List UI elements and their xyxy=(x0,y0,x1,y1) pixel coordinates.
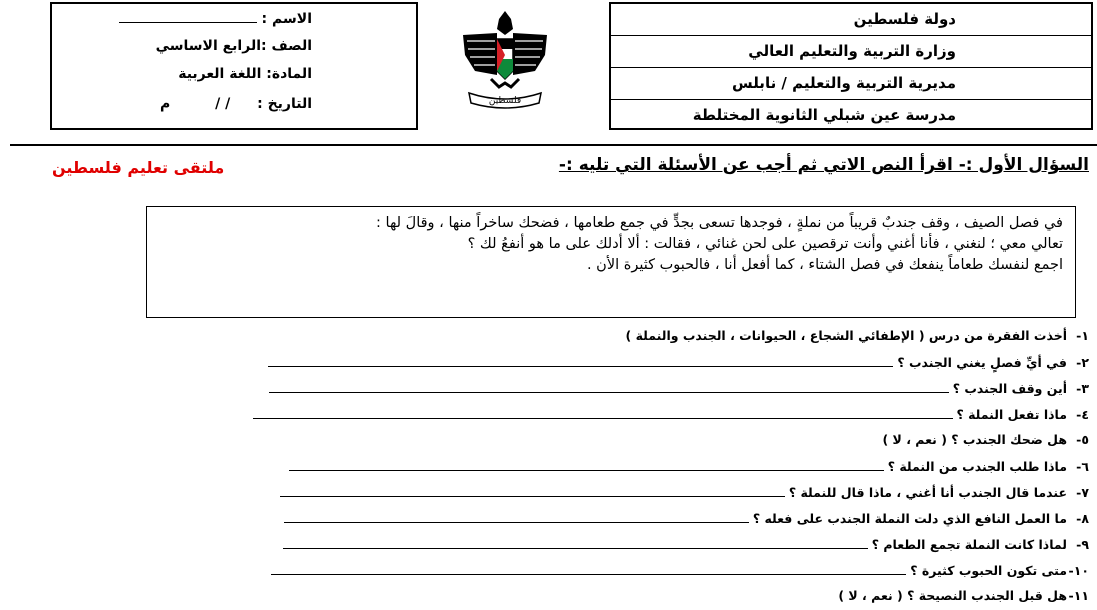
passage-line-1: في فصل الصيف ، وقف جندبٌ قريباً من نملةٍ ، فوجدها تسعى بجدٍّ في جمع طعامها ، فضحك ساخراً منها ، وقالَ لها : xyxy=(376,215,1063,231)
date-suffix: م xyxy=(159,96,171,112)
date-row xyxy=(160,96,312,112)
question-number: ٢- xyxy=(1076,355,1089,370)
question-text: ماذا طلب الجندب من النملة ؟ xyxy=(887,459,1067,474)
question-text: أخذت الفقرة من درس ( الإطفائي الشجاع ، الحيوانات ، الجندب والنملة ) xyxy=(625,328,1067,343)
answer-line[interactable] xyxy=(283,536,868,549)
question-8 xyxy=(284,510,1089,526)
answer-line[interactable] xyxy=(268,354,893,367)
question-number: ١١- xyxy=(1068,588,1089,603)
question-7 xyxy=(280,484,1089,500)
question-text: عندما قال الجندب أنا أغني ، ماذا قال للنملة ؟ xyxy=(788,485,1067,500)
question-3 xyxy=(269,380,1089,396)
question-number: ٨- xyxy=(1076,511,1089,526)
question-number: ٩- xyxy=(1076,537,1089,552)
answer-line[interactable] xyxy=(280,484,785,497)
question-9 xyxy=(283,536,1089,552)
question-number: ١- xyxy=(1076,328,1089,343)
question-text: ماذا تفعل النملة ؟ xyxy=(956,407,1067,422)
question-10 xyxy=(271,562,1089,578)
svg-text:فلسطين: فلسطين xyxy=(488,96,522,106)
date-field[interactable]: / / xyxy=(215,96,231,112)
question-6 xyxy=(289,458,1089,474)
answer-line[interactable] xyxy=(253,406,953,419)
subject-row: المادة: اللغة العربية xyxy=(178,66,312,82)
question-5 xyxy=(882,432,1089,447)
student-info-box xyxy=(50,2,418,130)
question-text: في أيِّ فصلٍ يغني الجندب ؟ xyxy=(897,355,1067,370)
question-2 xyxy=(268,354,1089,370)
question-text: هل قبل الجندب النصيحة ؟ ( نعم ، لا ) xyxy=(838,588,1067,603)
passage-line-3: اجمع لنفسك طعاماً ينفعك في فصل الشتاء ، كما أفعل أنا ، فالحبوب كثيرة الأن . xyxy=(586,257,1063,273)
question-number: ٦- xyxy=(1076,459,1089,474)
name-label: الاسم : xyxy=(256,11,312,27)
question-title: السؤال الأول :- اقرأ النص الاتي ثم أجب عن الأسئلة التي تليه :- xyxy=(558,155,1089,175)
question-number: ٣- xyxy=(1076,381,1089,396)
site-label: ملتقى تعليم فلسطين xyxy=(52,158,225,177)
question-4 xyxy=(253,406,1090,422)
question-number: ١٠- xyxy=(1068,563,1089,578)
header-line-state: دولة فلسطين xyxy=(611,4,1091,36)
answer-line[interactable] xyxy=(289,458,884,471)
header-line-directorate: مديرية التربية والتعليم / نابلس xyxy=(611,68,1091,100)
passage-line-2: تعالي معي ؛ لنغني ، فأنا أغني وأنت ترقصين على لحن غنائي ، فقالت : ألا أدلك على ما هو أنفعُ لك ؟ xyxy=(467,236,1063,252)
question-11 xyxy=(838,588,1089,603)
header-line-school: مدرسة عين شبلي الثانوية المختلطة xyxy=(692,106,956,124)
answer-line[interactable] xyxy=(271,562,906,575)
header-line-ministry: وزارة التربية والتعليم العالي xyxy=(611,36,1091,68)
question-1 xyxy=(626,328,1089,343)
answer-line[interactable] xyxy=(284,510,749,523)
header-divider xyxy=(10,144,1097,146)
question-text: هل ضحك الجندب ؟ ( نعم ، لا ) xyxy=(882,432,1067,447)
name-row xyxy=(119,10,312,27)
name-field[interactable] xyxy=(119,10,257,23)
question-number: ٥- xyxy=(1076,432,1089,447)
reading-passage xyxy=(146,206,1076,318)
question-text: ما العمل النافع الذي دلت النملة الجندب على فعله ؟ xyxy=(752,511,1067,526)
question-number: ٧- xyxy=(1076,485,1089,500)
class-row: الصف :الرابع الاساسي xyxy=(155,38,312,54)
answer-line[interactable] xyxy=(269,380,949,393)
question-text: متى تكون الحبوب كثيرة ؟ xyxy=(910,563,1067,578)
question-text: لماذا كانت النملة تجمع الطعام ؟ xyxy=(871,537,1067,552)
palestine-emblem-icon xyxy=(455,5,555,110)
question-text: أين وقف الجندب ؟ xyxy=(952,381,1067,396)
school-header-box xyxy=(609,2,1093,130)
question-number: ٤- xyxy=(1076,407,1089,422)
date-label: التاريخ : xyxy=(257,96,312,112)
